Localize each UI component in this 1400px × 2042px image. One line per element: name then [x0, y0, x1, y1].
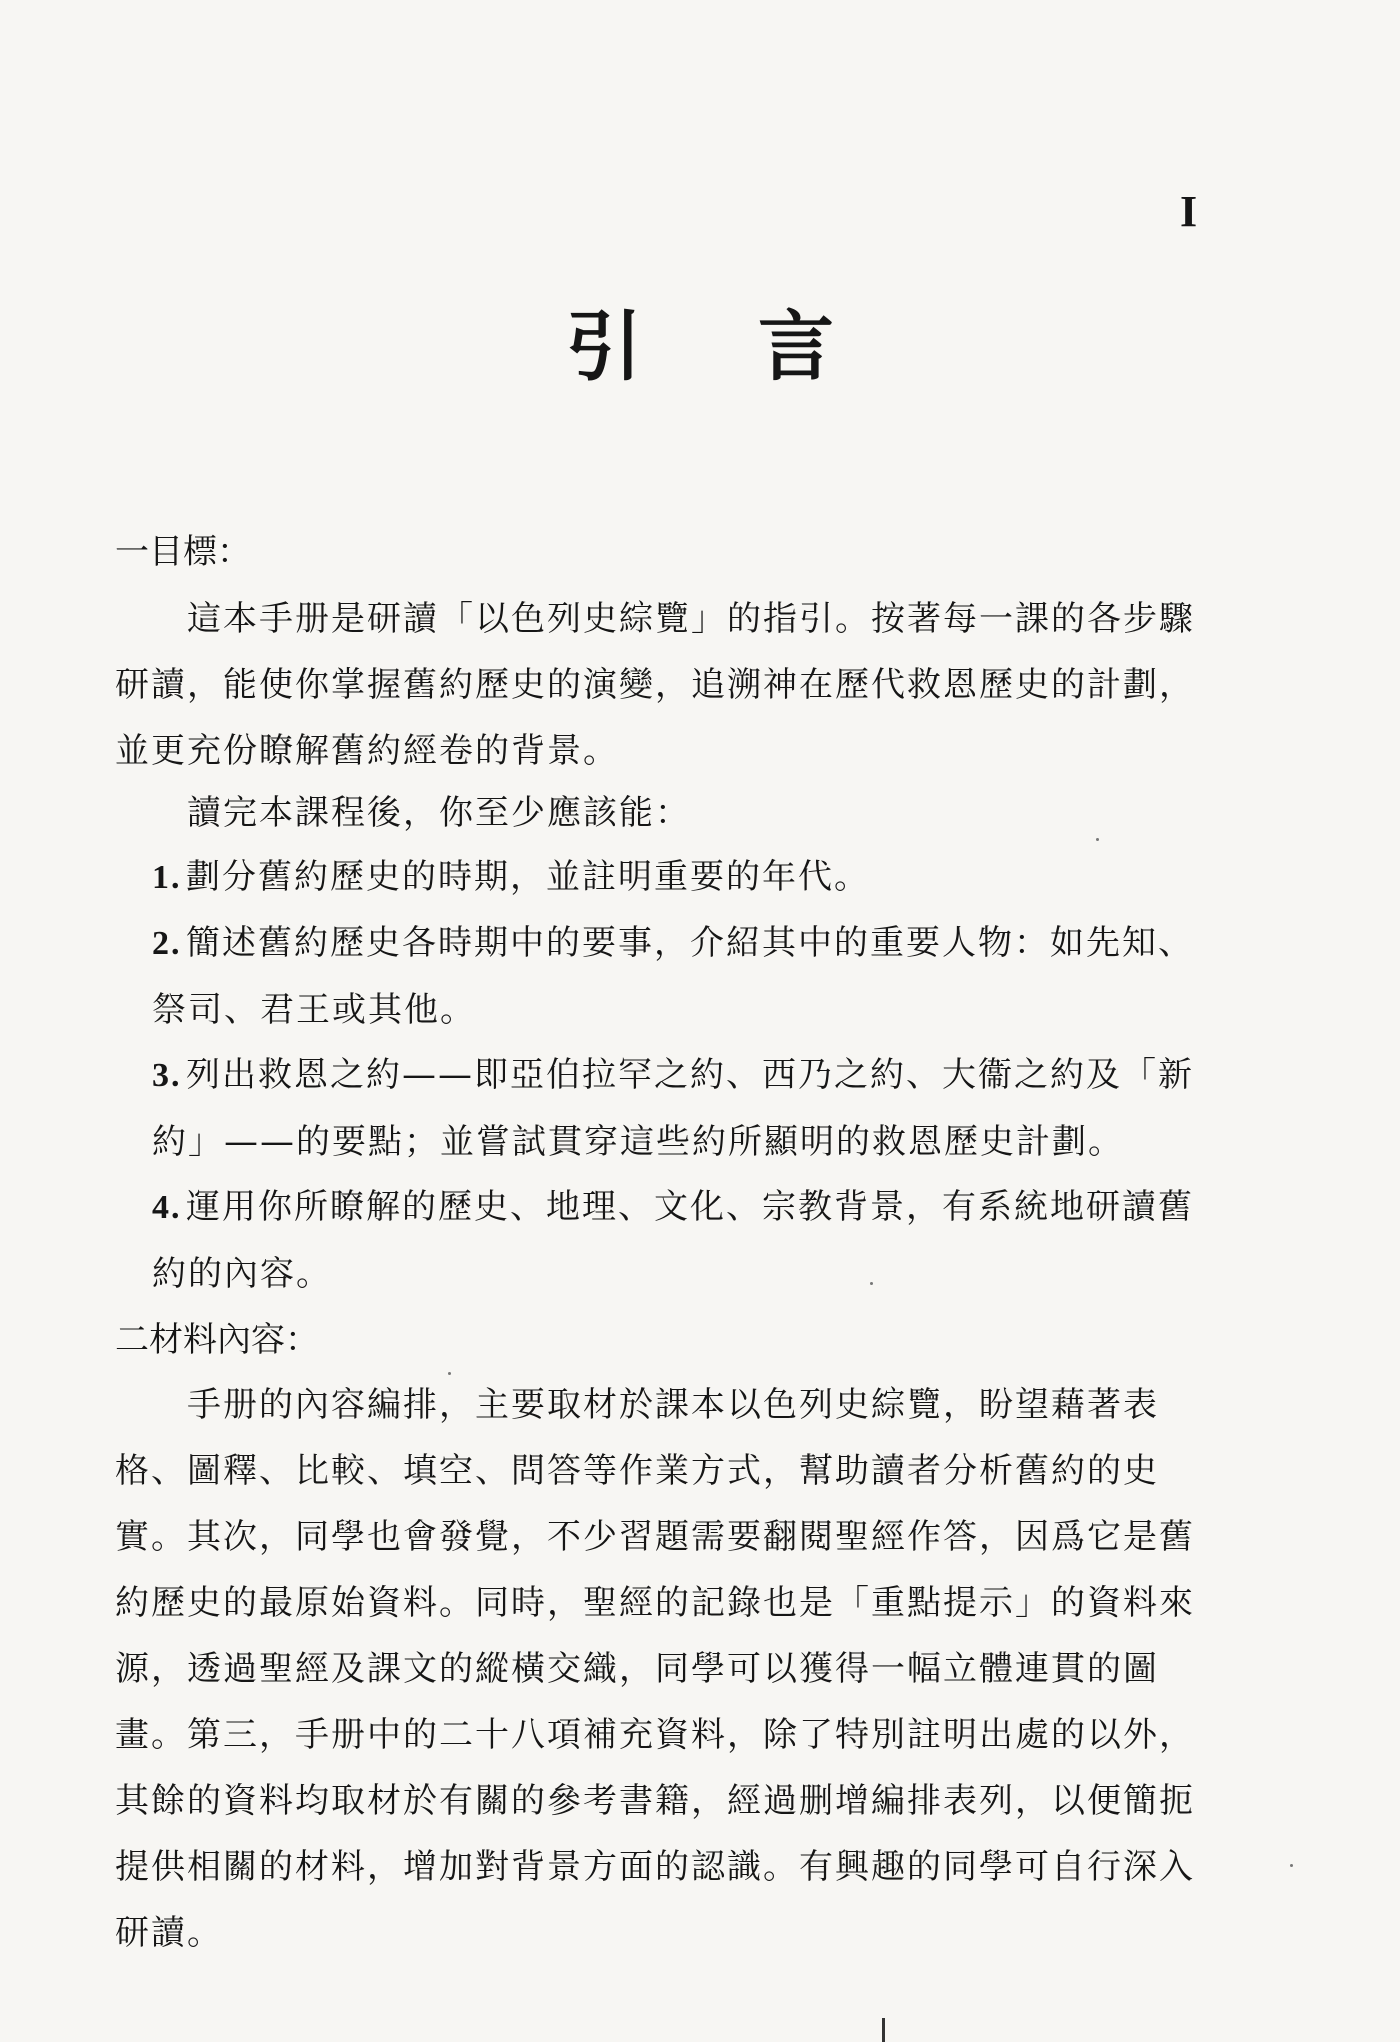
scan-speck: [1290, 1864, 1293, 1867]
list-item-text: 劃分舊約歷史的時期，並註明重要的年代。: [186, 857, 870, 897]
scan-speck: [448, 1372, 451, 1375]
section-intro-paragraph: 這本手册是研讀「以色列史綜覽」的指引。按著每一課的各步驟研讀，能使你掌握舊約歷史的演變，追溯神在歷代救恩歷史的計劃，並更充份瞭解舊約經卷的背景。: [115, 599, 1195, 771]
list-item-text: 列出救恩之約——即亞伯拉罕之約、西乃之約、大衞之約及「新約」——的要點；並嘗試貫穿這些約所顯明的救恩歷史計劃。: [152, 1055, 1194, 1162]
section-lead: 讀完本課程後，你至少應該能：: [187, 793, 691, 833]
list-item-number: 2.: [152, 925, 182, 962]
list-item: [152, 1042, 1212, 1175]
list-item-number: 4.: [152, 1189, 182, 1226]
section-heading-materials: 二材料內容：: [115, 1320, 319, 1360]
list-item-text: 簡述舊約歷史各時期中的要事，介紹其中的重要人物：如先知、祭司、君王或其他。: [152, 923, 1194, 1030]
list-item-number: 3.: [152, 1057, 182, 1094]
page-title: [0, 302, 1400, 392]
list-item-text: 運用你所瞭解的歷史、地理、文化、宗教背景，有系統地研讀舊約的內容。: [152, 1187, 1194, 1294]
list-item: [152, 844, 1212, 911]
scan-speck: [1096, 838, 1099, 841]
title-char-1: 引: [566, 302, 642, 391]
page-marker: I: [1180, 187, 1198, 236]
list-item: [152, 1174, 1212, 1307]
scan-speck: [870, 1282, 873, 1285]
page-footer-mark: [882, 2018, 885, 2042]
list-item: [152, 910, 1212, 1043]
section-heading-objectives: 一目標：: [115, 532, 251, 572]
list-item-number: 1.: [152, 859, 182, 896]
section-body-paragraph: 手册的內容編排，主要取材於課本以色列史綜覽，盼望藉著表格、圖釋、比較、填空、問答等作業方式，幫助讀者分析舊約的史實。其次，同學也會發覺，不少習題需要翻閱聖經作答，因爲它是舊約歷史的最原始資料。同時，聖經的記錄也是「重點提示」的資料來源，透過聖經及課文的縱橫交織，同學可以獲得一幅立體連貫的圖畫。第三，手册中的二十八項補充資料，除了特別註明出處的以外，其餘的資料均取材於有關的參考書籍，經過删增編排表列，以便簡扼提供相關的材料，增加對背景方面的認識。有興趣的同學可自行深入研讀。: [115, 1385, 1195, 1953]
title-char-2: 言: [758, 302, 834, 391]
